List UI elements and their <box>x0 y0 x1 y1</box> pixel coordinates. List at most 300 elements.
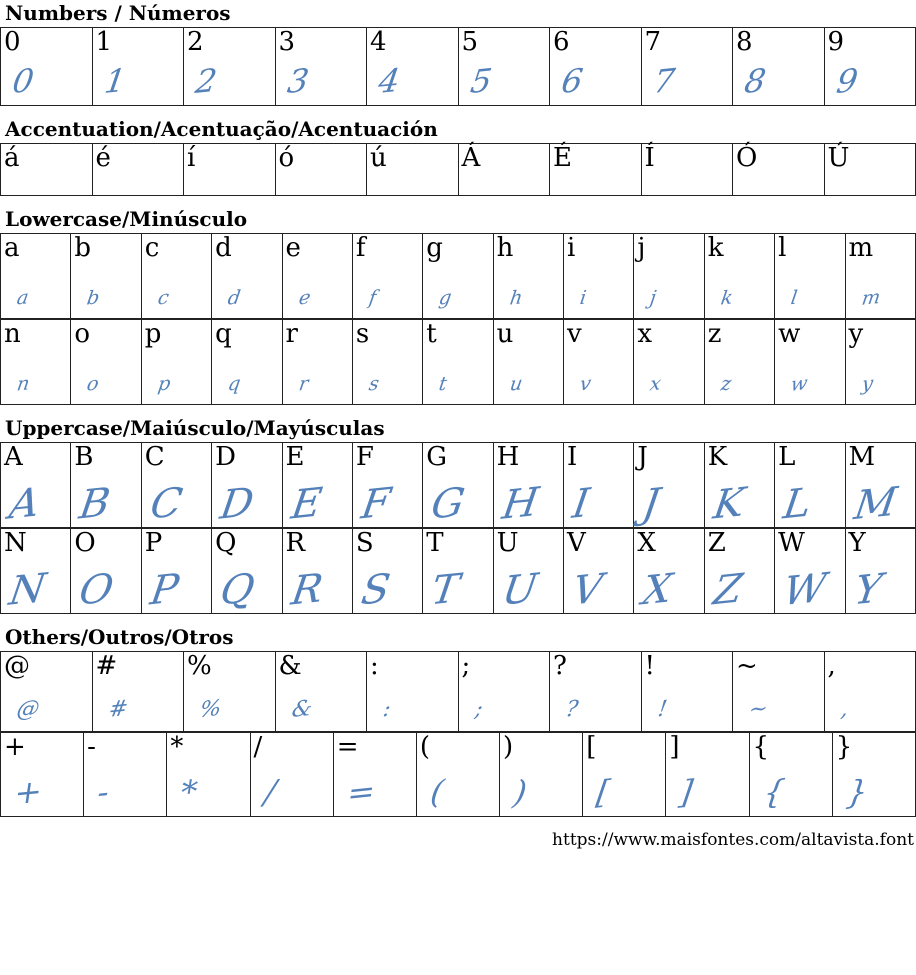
char-label: E <box>285 442 305 472</box>
handwritten-glyph-sample: F <box>358 479 394 529</box>
handwritten-glyph-sample: - <box>95 772 112 812</box>
char-label: V <box>567 528 586 558</box>
handwritten-glyph-sample: 8 <box>742 61 769 101</box>
char-label: e <box>285 233 301 263</box>
char-label: S <box>355 528 374 558</box>
char-cell <box>458 28 550 106</box>
char-label: U <box>496 528 519 558</box>
char-cell <box>275 144 367 196</box>
char-cell <box>824 144 916 196</box>
handwritten-glyph-sample: H <box>498 479 542 529</box>
char-label: Z <box>707 528 726 558</box>
numbers-table-host <box>0 27 916 106</box>
char-label: Í <box>644 143 655 173</box>
handwritten-glyph-sample: 5 <box>467 61 494 101</box>
char-label: y <box>848 319 864 349</box>
char-cell <box>184 28 276 106</box>
char-cell <box>775 320 845 405</box>
char-label: / <box>253 732 263 762</box>
char-label: u <box>496 319 514 349</box>
lowercase-glyph-table-row0 <box>0 233 916 319</box>
char-label: l <box>778 233 787 263</box>
char-label: M <box>848 442 876 472</box>
table-row <box>1 144 916 196</box>
char-label: 8 <box>736 27 753 57</box>
handwritten-glyph-sample: O <box>76 565 117 615</box>
handwritten-glyph-sample: K <box>710 479 748 529</box>
handwritten-glyph-sample: R <box>287 565 326 615</box>
uppercase-glyph-table-row1 <box>0 528 916 614</box>
char-cell <box>704 234 774 319</box>
char-cell <box>733 652 825 732</box>
char-label: 0 <box>4 27 21 57</box>
char-cell <box>845 320 916 405</box>
char-label: P <box>144 528 163 558</box>
char-cell <box>212 529 282 614</box>
char-label: 3 <box>278 27 296 57</box>
handwritten-glyph-sample: * <box>178 772 201 812</box>
section-title-lowercase: Lowercase/Minúsculo <box>5 207 248 231</box>
handwritten-glyph-sample: j <box>648 286 658 310</box>
char-cell <box>634 320 704 405</box>
handwritten-glyph-sample: = <box>344 771 378 813</box>
char-cell <box>500 733 583 817</box>
char-label: C <box>144 442 165 472</box>
char-cell <box>352 234 422 319</box>
handwritten-glyph-sample: ~ <box>747 696 770 723</box>
handwritten-glyph-sample: l <box>789 286 799 310</box>
char-cell <box>275 28 367 106</box>
char-label: D <box>215 442 236 472</box>
char-label: J <box>637 442 648 472</box>
char-label: W <box>778 528 805 558</box>
handwritten-glyph-sample: } <box>843 772 871 812</box>
char-label: = <box>336 732 359 762</box>
char-label: A <box>4 442 23 472</box>
char-label: n <box>4 319 21 349</box>
char-label: [ <box>586 732 597 762</box>
char-label: 2 <box>187 27 204 57</box>
char-label: & <box>278 651 302 681</box>
char-label: h <box>496 233 514 263</box>
char-cell <box>250 733 333 817</box>
handwritten-glyph-sample: d <box>226 286 243 310</box>
char-cell <box>352 320 422 405</box>
char-cell <box>749 733 832 817</box>
char-cell <box>550 28 642 106</box>
char-label: í <box>187 143 196 173</box>
char-cell <box>71 443 141 528</box>
char-cell <box>367 28 459 106</box>
handwritten-glyph-sample: Q <box>217 565 258 615</box>
char-cell <box>184 144 276 196</box>
char-label: ! <box>644 651 655 681</box>
accent-glyph-table-row0 <box>0 143 916 196</box>
handwritten-glyph-sample: # <box>106 696 129 723</box>
char-cell <box>550 652 642 732</box>
char-label: x <box>637 319 653 349</box>
lowercase-glyph-table-row1 <box>0 319 916 405</box>
char-cell <box>641 28 733 106</box>
char-cell <box>1 443 71 528</box>
char-cell <box>845 443 916 528</box>
char-label: 1 <box>95 27 113 57</box>
char-cell <box>493 234 563 319</box>
char-label: 9 <box>827 27 845 57</box>
accentuation-table-host <box>0 143 916 196</box>
char-label: ; <box>461 651 471 681</box>
char-label: r <box>285 319 298 349</box>
table-row <box>1 652 916 732</box>
char-label: , <box>827 651 836 681</box>
char-cell <box>212 234 282 319</box>
char-cell <box>641 652 733 732</box>
char-cell <box>423 529 493 614</box>
char-cell <box>352 529 422 614</box>
handwritten-glyph-sample: q <box>226 372 243 396</box>
char-label: f <box>355 233 366 263</box>
char-label: { <box>752 732 770 762</box>
char-cell <box>71 234 141 319</box>
handwritten-glyph-sample: f <box>367 286 378 310</box>
char-label: 4 <box>370 27 387 57</box>
handwritten-glyph-sample: 7 <box>650 61 677 101</box>
char-cell <box>275 652 367 732</box>
handwritten-glyph-sample: S <box>358 565 393 615</box>
handwritten-glyph-sample: % <box>198 695 223 724</box>
char-label: 6 <box>553 27 570 57</box>
handwritten-glyph-sample: U <box>498 565 540 615</box>
section-title-others: Others/Outros/Otros <box>5 625 234 649</box>
char-label: 5 <box>461 27 479 57</box>
char-cell <box>493 320 563 405</box>
char-cell <box>583 733 666 817</box>
char-label: c <box>144 233 160 263</box>
char-cell <box>423 320 493 405</box>
handwritten-glyph-sample: w <box>789 372 810 396</box>
char-label: } <box>835 732 853 762</box>
char-cell <box>564 234 634 319</box>
char-label: # <box>95 651 118 681</box>
section-numbers <box>0 0 916 106</box>
char-cell <box>666 733 749 817</box>
handwritten-glyph-sample: e <box>296 286 312 310</box>
char-cell <box>141 320 211 405</box>
char-label: j <box>637 233 646 263</box>
char-cell <box>564 320 634 405</box>
char-cell <box>92 144 184 196</box>
char-cell <box>1 733 84 817</box>
handwritten-glyph-sample: : <box>381 696 393 723</box>
handwritten-glyph-sample: T <box>428 565 463 615</box>
char-label: O <box>74 528 96 558</box>
char-label: z <box>707 319 722 349</box>
handwritten-glyph-sample: D <box>217 479 257 529</box>
handwritten-glyph-sample: z <box>719 372 733 396</box>
char-cell <box>71 529 141 614</box>
char-label: ( <box>419 732 431 762</box>
handwritten-glyph-sample: ? <box>564 696 580 723</box>
char-cell <box>775 234 845 319</box>
handwritten-glyph-sample: ) <box>511 772 530 812</box>
others-glyph-table-row0 <box>0 651 916 732</box>
section-title-uppercase: Uppercase/Maiúsculo/Mayúsculas <box>5 416 385 440</box>
char-cell <box>704 320 774 405</box>
char-cell <box>367 652 459 732</box>
char-cell <box>92 652 184 732</box>
handwritten-glyph-sample: 0 <box>10 61 37 101</box>
char-label: G <box>426 442 448 472</box>
handwritten-glyph-sample: t <box>437 372 449 396</box>
char-label: * <box>170 732 184 762</box>
handwritten-glyph-sample: { <box>760 772 787 812</box>
char-label: X <box>637 528 656 558</box>
handwritten-glyph-sample: i <box>578 286 588 310</box>
char-cell <box>282 234 352 319</box>
handwritten-glyph-sample: p <box>156 372 172 396</box>
char-cell <box>704 529 774 614</box>
section-lowercase <box>0 206 916 405</box>
char-cell <box>1 529 71 614</box>
char-cell <box>458 144 550 196</box>
char-cell <box>1 320 71 405</box>
char-label: ? <box>553 651 567 681</box>
char-label: Á <box>461 143 481 173</box>
handwritten-glyph-sample: L <box>780 479 815 529</box>
char-cell <box>1 234 71 319</box>
handwritten-glyph-sample: W <box>780 564 829 616</box>
char-cell <box>634 443 704 528</box>
char-cell <box>733 144 825 196</box>
table-row <box>1 28 916 106</box>
char-cell <box>282 529 352 614</box>
char-cell <box>845 234 916 319</box>
handwritten-glyph-sample: y <box>859 372 874 396</box>
char-label: H <box>496 442 520 472</box>
uppercase-table-host <box>0 442 916 614</box>
handwritten-glyph-sample: x <box>648 372 663 396</box>
handwritten-glyph-sample: P <box>147 565 182 615</box>
char-cell <box>167 733 250 817</box>
handwritten-glyph-sample: ( <box>428 772 447 812</box>
char-label: ~ <box>736 651 758 681</box>
char-label: p <box>144 319 162 349</box>
char-label: i <box>567 233 576 263</box>
char-label: Q <box>215 528 237 558</box>
char-label: ) <box>503 732 514 762</box>
handwritten-glyph-sample: , <box>838 696 850 723</box>
char-cell <box>564 443 634 528</box>
handwritten-glyph-sample: b <box>85 286 102 310</box>
char-cell <box>775 443 845 528</box>
char-cell <box>550 144 642 196</box>
handwritten-glyph-sample: a <box>15 286 31 310</box>
handwritten-glyph-sample: n <box>15 372 32 396</box>
char-cell <box>704 443 774 528</box>
char-label: L <box>778 442 796 472</box>
handwritten-glyph-sample: I <box>569 480 593 528</box>
handwritten-glyph-sample: 9 <box>833 61 860 101</box>
char-label: F <box>355 442 374 472</box>
handwritten-glyph-sample: @ <box>15 695 42 724</box>
handwritten-glyph-sample: 3 <box>284 61 311 101</box>
char-label: R <box>285 528 306 558</box>
char-label: d <box>215 233 232 263</box>
handwritten-glyph-sample: E <box>287 479 325 529</box>
char-label: á <box>4 143 20 173</box>
char-label: K <box>707 442 728 472</box>
char-label: s <box>355 319 370 349</box>
others-table-host <box>0 651 916 817</box>
handwritten-glyph-sample: ! <box>655 696 669 723</box>
char-cell <box>416 733 499 817</box>
handwritten-glyph-sample: Y <box>850 565 885 615</box>
char-cell <box>141 443 211 528</box>
footer <box>0 827 916 850</box>
char-label: ú <box>370 143 387 173</box>
char-cell <box>1 652 93 732</box>
handwritten-glyph-sample: u <box>507 372 524 396</box>
handwritten-glyph-sample: 2 <box>193 61 220 101</box>
char-label: % <box>187 651 212 681</box>
handwritten-glyph-sample: J <box>639 480 663 528</box>
handwritten-glyph-sample: + <box>11 771 45 813</box>
char-cell <box>423 234 493 319</box>
font-source-url-link[interactable]: https://www.maisfontes.com/altavista.font <box>552 830 914 850</box>
char-label: a <box>4 233 20 263</box>
handwritten-glyph-sample: B <box>76 479 114 529</box>
char-cell <box>352 443 422 528</box>
char-cell <box>423 443 493 528</box>
handwritten-glyph-sample: r <box>296 372 310 396</box>
char-label: m <box>848 233 874 263</box>
handwritten-glyph-sample: ; <box>472 696 484 723</box>
char-cell <box>641 144 733 196</box>
char-cell <box>493 529 563 614</box>
char-cell <box>634 234 704 319</box>
handwritten-glyph-sample: k <box>719 286 735 310</box>
section-uppercase <box>0 415 916 614</box>
char-label: É <box>553 143 572 173</box>
char-cell <box>824 28 916 106</box>
char-label: k <box>707 233 724 263</box>
section-others <box>0 624 916 817</box>
char-cell <box>367 144 459 196</box>
char-label: - <box>87 732 96 762</box>
char-cell <box>458 652 550 732</box>
char-cell <box>564 529 634 614</box>
handwritten-glyph-sample: m <box>859 286 882 310</box>
char-label: B <box>74 442 94 472</box>
handwritten-glyph-sample: 1 <box>101 61 128 101</box>
handwritten-glyph-sample: v <box>578 372 593 396</box>
others-glyph-table-row1 <box>0 732 916 817</box>
char-cell <box>1 28 93 106</box>
handwritten-glyph-sample: M <box>850 478 900 530</box>
handwritten-glyph-sample: V <box>569 565 606 615</box>
handwritten-glyph-sample: C <box>147 479 185 529</box>
char-cell <box>141 234 211 319</box>
char-cell <box>71 320 141 405</box>
char-label: Y <box>848 528 866 558</box>
char-cell <box>733 28 825 106</box>
char-label: v <box>567 319 582 349</box>
char-cell <box>92 28 184 106</box>
char-label: 7 <box>644 27 662 57</box>
char-label: : <box>370 651 379 681</box>
char-label: I <box>567 442 578 472</box>
handwritten-glyph-sample: & <box>289 696 314 723</box>
char-label: ] <box>669 732 680 762</box>
char-label: Ú <box>827 143 850 173</box>
section-accentuation <box>0 116 916 196</box>
char-label: w <box>778 319 801 349</box>
handwritten-glyph-sample: ] <box>677 772 696 812</box>
handwritten-glyph-sample: o <box>85 372 101 396</box>
handwritten-glyph-sample: A <box>6 479 43 529</box>
table-row <box>1 733 916 817</box>
char-cell <box>832 733 915 817</box>
handwritten-glyph-sample: 4 <box>376 61 403 101</box>
char-cell <box>212 443 282 528</box>
section-title-numbers: Numbers / Números <box>5 1 231 25</box>
char-label: q <box>215 319 232 349</box>
table-row <box>1 320 916 405</box>
char-cell <box>84 733 167 817</box>
char-label: t <box>426 319 437 349</box>
lowercase-table-host <box>0 233 916 405</box>
handwritten-glyph-sample: s <box>367 372 381 396</box>
char-label: T <box>426 528 444 558</box>
handwritten-glyph-sample: X <box>639 565 676 615</box>
table-row <box>1 443 916 528</box>
char-cell <box>493 443 563 528</box>
table-row <box>1 234 916 319</box>
char-label: é <box>95 143 111 173</box>
char-cell <box>282 443 352 528</box>
char-cell <box>333 733 416 817</box>
char-cell <box>775 529 845 614</box>
char-cell <box>824 652 916 732</box>
handwritten-glyph-sample: N <box>6 565 49 615</box>
table-row <box>1 529 916 614</box>
char-label: ó <box>278 143 295 173</box>
section-title-accentuation: Accentuation/Acentuação/Acentuación <box>5 117 438 141</box>
char-cell <box>212 320 282 405</box>
handwritten-glyph-sample: c <box>156 286 171 310</box>
handwritten-glyph-sample: G <box>428 479 468 529</box>
numbers-glyph-table-row0 <box>0 27 916 106</box>
handwritten-glyph-sample: / <box>261 772 279 812</box>
char-label: b <box>74 233 92 263</box>
char-label: g <box>426 233 443 263</box>
char-label: N <box>4 528 27 558</box>
handwritten-glyph-sample: h <box>507 286 524 310</box>
char-cell <box>634 529 704 614</box>
char-cell <box>141 529 211 614</box>
char-label: + <box>4 732 26 762</box>
char-label: Ó <box>736 143 758 173</box>
handwritten-glyph-sample: [ <box>594 772 613 812</box>
uppercase-glyph-table-row0 <box>0 442 916 528</box>
char-cell <box>282 320 352 405</box>
char-label: o <box>74 319 91 349</box>
handwritten-glyph-sample: Z <box>710 565 746 615</box>
handwritten-glyph-sample: g <box>437 286 454 310</box>
handwritten-glyph-sample: 6 <box>559 61 586 101</box>
char-cell <box>845 529 916 614</box>
char-cell <box>184 652 276 732</box>
